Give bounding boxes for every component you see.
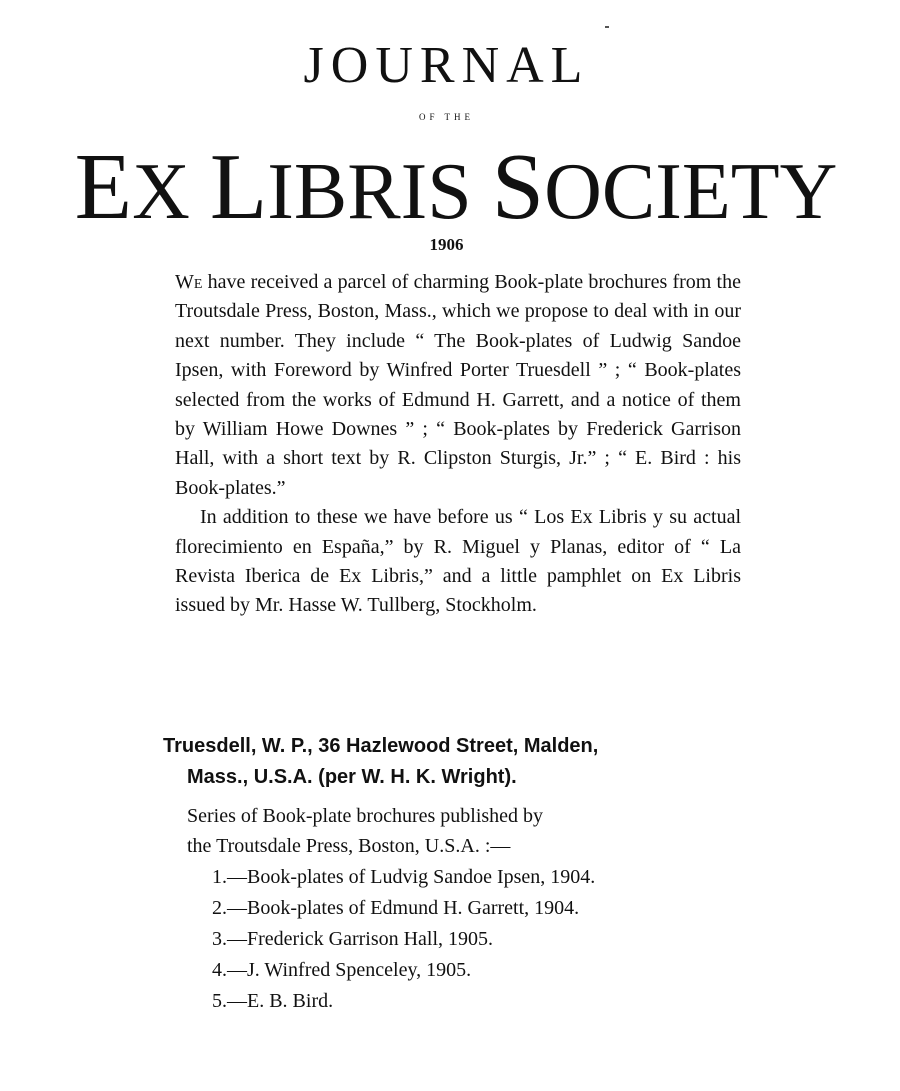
list-item: 3.—Frederick Garrison Hall, 1905.	[212, 928, 494, 950]
masthead-society-title	[50, 135, 862, 239]
entry-description-line-1: Series of Book-plate brochures published by	[187, 805, 544, 827]
list-item: 4.—J. Winfred Spenceley, 1905.	[212, 959, 472, 981]
issue-year: 1906	[429, 235, 464, 254]
list-item: 1.—Book-plates of Ludvig Sandoe Ipsen, 1904.	[212, 866, 596, 888]
masthead-journal-title: JOURNAL	[303, 37, 590, 94]
entry-heading	[163, 731, 733, 793]
entry-description-line-2: the Troutsdale Press, Boston, U.S.A. :—	[187, 835, 511, 857]
print-speck	[605, 26, 609, 28]
notice-paragraph-1	[175, 268, 741, 503]
entry-heading-line-2: Mass., U.S.A. (per W. H. K. Wright).	[187, 766, 517, 788]
notice-body	[175, 268, 741, 621]
notice-paragraph-1-text: have received a parcel of charming Book-plate brochures from the Troutsdale Press, Boston, Mass., which we propose to deal with in our next number. They include “ The Book-plates of Ludwig Sandoe Ipsen, with Foreword by Winfred Porter Truesdell ” ; “ Book-plates selected from the works of Edmund H. Garrett, and a notice of them by William Howe Downes ” ; “ Book-plates by Frederick Garrison Hall, with a short text by R. Clipston Sturgis, Jr.” ; “ E. Bird : his Book-plates.”	[175, 271, 741, 499]
entry-heading-line-1: Truesdell, W. P., 36 Hazlewood Street, Malden,	[163, 735, 599, 757]
brochure-list	[212, 862, 595, 1017]
notice-lead-word: We	[175, 271, 203, 293]
masthead-word-libris: LIBRIS	[209, 135, 472, 239]
list-item: 5.—E. B. Bird.	[212, 990, 334, 1012]
masthead-of-the: OF THE	[418, 112, 475, 122]
masthead-word-ex: EX	[74, 135, 190, 239]
entry-description	[187, 801, 722, 861]
list-item: 2.—Book-plates of Edmund H. Garrett, 1904.	[212, 897, 580, 919]
masthead-word-society: SOCIETY	[491, 135, 838, 239]
notice-paragraph-2: In addition to these we have before us “ Los Ex Libris y su actual florecimiento en España,” by R. Miguel y Planas, editor of “ La Revista Iberica de Ex Libris,” and a little pamphlet on Ex Libris issued by Mr. Hasse W. Tullberg, Stockholm.	[175, 506, 741, 617]
